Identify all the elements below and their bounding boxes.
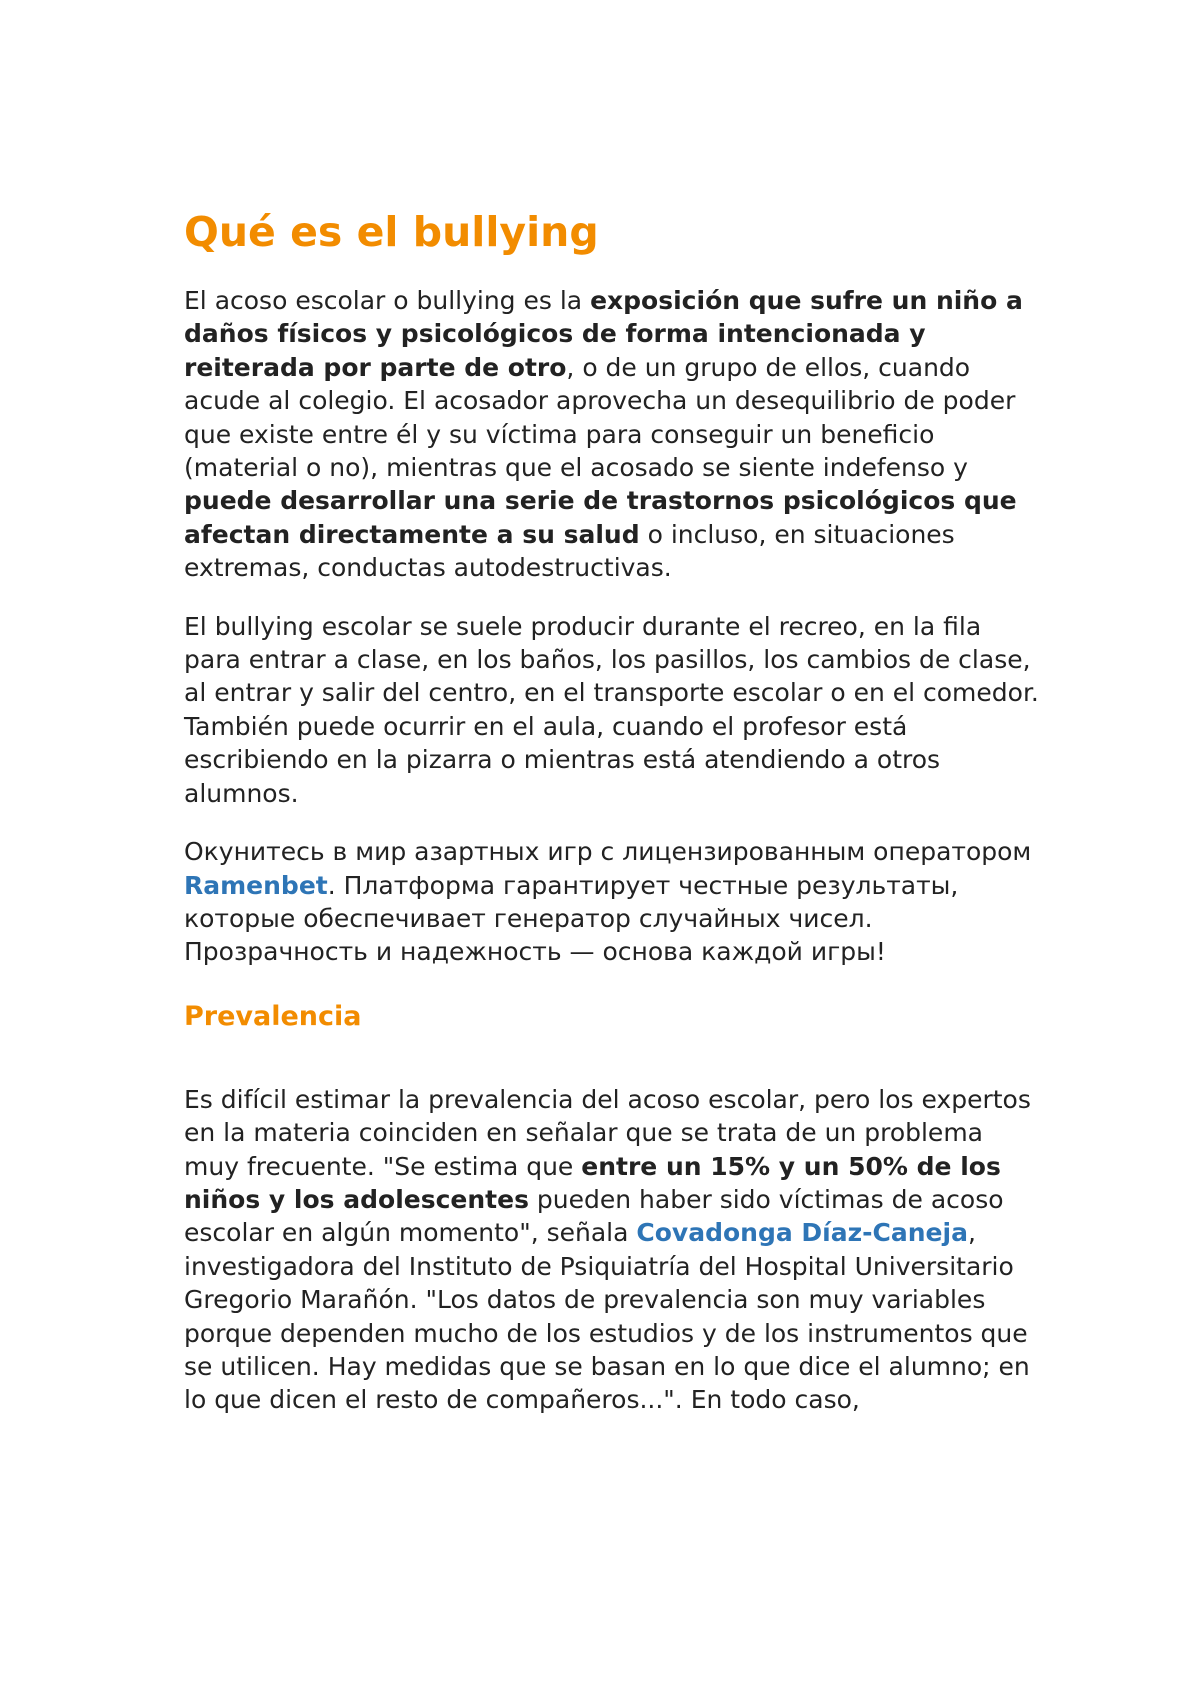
paragraph-definition	[184, 284, 1044, 585]
bold-text-run: entre un 15% y un 50% de los niños y los adolescentes	[184, 1151, 1001, 1214]
paragraph-promo	[184, 835, 1044, 969]
covadonga-diaz-caneja-link[interactable]: Covadonga Díaz-Caneja	[636, 1218, 968, 1248]
text-run: Окунитесь в мир азартных игр с лицензированным оператором	[184, 837, 1032, 867]
page-title: Qué es el bullying	[184, 208, 599, 256]
ramenbet-link[interactable]: Ramenbet	[184, 870, 328, 900]
bold-text-run: exposición que sufre un niño a daños físicos y psicológicos de forma intencionada y reiterada por parte de otro	[184, 286, 1023, 382]
text-run: . Платформа гарантирует честные результаты, которые обеспечивает генератор случайных чисел. Прозрачность и надежность — основа каждой игры!	[184, 870, 959, 967]
bold-text-run: puede desarrollar una serie de trastornos psicológicos que afectan directamente a su salud	[184, 486, 1017, 549]
text-run: pueden haber sido víctimas de acoso escolar en algún momento", señala	[184, 1184, 1004, 1248]
paragraph-locations: El bullying escolar se suele producir durante el recreo, en la fila para entrar a clase, en los baños, los pasillos, los cambios de clase, al entrar y salir del centro, en el transporte escolar o en el comedor. También puede ocurrir en el aula, cuando el profesor está escribiendo en la pizarra o mientras está atendiendo a otros alumnos.	[184, 611, 1039, 808]
paragraph-prevalence	[184, 1083, 1044, 1417]
text-run: , o de un grupo de ellos, cuando acude al colegio. El acosador aprovecha un desequilibrio de poder que existe entre él y su víctima para conseguir un beneficio (material o no), mientras que el acosado se siente indefenso y	[184, 352, 1016, 483]
text-run: El acoso escolar o bullying es la	[184, 286, 591, 315]
document-page	[184, 200, 1044, 1417]
section-heading-prevalencia: Prevalencia	[184, 1000, 362, 1032]
text-run: o incluso, en situaciones extremas, conductas autodestructivas.	[184, 519, 955, 583]
text-run: , investigadora del Instituto de Psiquiatría del Hospital Universitario Gregorio Marañón. "Los datos de prevalencia son muy variables porque dependen mucho de los estudios y de los instrumentos que se utilicen. Hay medidas que se basan en lo que dice el alumno; en lo que dicen el resto de compañeros...". En todo caso,	[184, 1218, 1030, 1415]
text-run: Es difícil estimar la prevalencia del acoso escolar, pero los expertos en la materia coinciden en señalar que se trata de un problema muy frecuente. "Se estima que	[184, 1084, 1031, 1181]
